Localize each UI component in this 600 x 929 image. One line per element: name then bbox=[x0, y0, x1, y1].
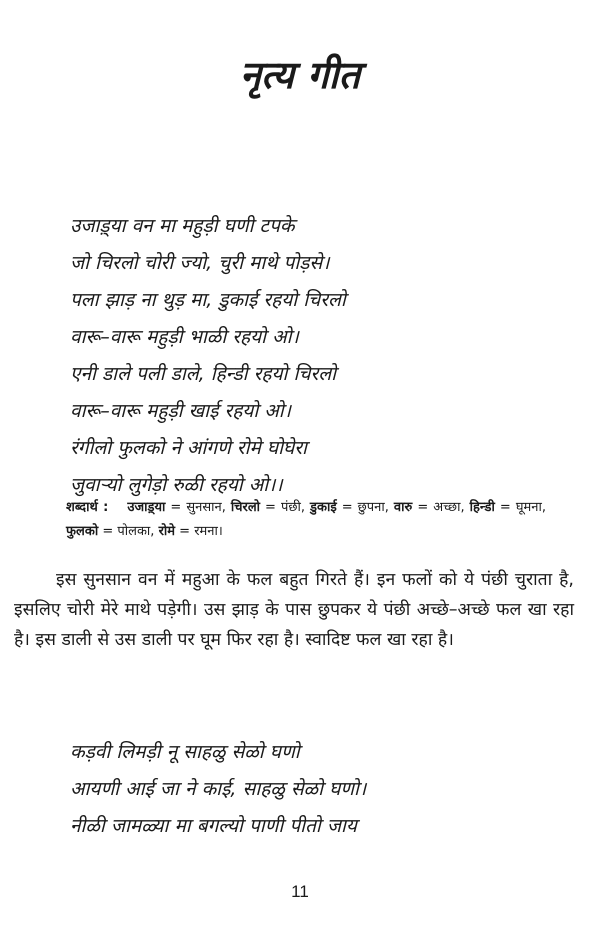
glossary-entry: चिरलो = पंछी, bbox=[230, 500, 305, 515]
translation-paragraph: इस सुनसान वन में महुआ के फल बहुत गिरते हैं। इन फलों को ये पंछी चुराता है, इसलिए चोरी मेरे माथे पड़ेगी। उस झाड़ के पास छुपकर ये पंछी अच्छे–अच्छे फल खा रहा है। इस डाली से उस डाली पर घूम फिर रहा है। स्वादिष्ट फल खा रहा है। bbox=[14, 570, 574, 650]
page-number: 11 bbox=[291, 882, 309, 901]
glossary-meaning: पोलका, bbox=[117, 524, 155, 539]
glossary-meaning: घूमना, bbox=[515, 500, 546, 515]
poem-line: नीळी जामळ्या मा बगल्यो पाणी पीतो जाय bbox=[70, 815, 357, 837]
glossary-meaning: सुनसान, bbox=[186, 500, 226, 515]
glossary-entry: रोमे = रमना। bbox=[158, 524, 223, 539]
poem-line: एनी डाले पली डाले, हिन्डी रहयो चिरलो bbox=[70, 363, 337, 385]
glossary-entry: फुलको = पोलका, bbox=[66, 524, 155, 539]
glossary-word: डुकाई bbox=[310, 500, 337, 515]
poem-line: कड़वी लिमड़ी नू साहळु सेळो घणो bbox=[70, 741, 300, 763]
poem-line: रंगीलो फुलको ने आंगणे रोमे घोघेरा bbox=[70, 437, 307, 459]
glossary-word: वारु bbox=[393, 500, 413, 515]
glossary-word: चिरलो bbox=[230, 500, 261, 515]
glossary-word: उजाड़्या bbox=[127, 500, 166, 515]
poem-line: वारू–वारू महुड़ी खाई रहयो ओ। bbox=[70, 400, 291, 422]
glossary-meaning: छुपना, bbox=[357, 500, 389, 515]
glossary-meaning: पंछी, bbox=[280, 500, 305, 515]
poem-line: आयणी आई जा ने काई, साहळु सेळो घणो। bbox=[70, 778, 367, 800]
poem-line: जुवार्‍यो लुगेड़ो रुळी रहयो ओ।। bbox=[70, 474, 283, 496]
poem-line: जो चिरलो चोरी ज्यो, चुरी माथे पोड़से। bbox=[70, 252, 330, 274]
glossary-heading: शब्दार्थ : bbox=[66, 500, 109, 515]
glossary-entry: डुकाई = छुपना, bbox=[310, 500, 389, 515]
glossary-word: फुलको bbox=[66, 524, 99, 539]
glossary-entry: हिन्डी = घूमना, bbox=[469, 500, 546, 515]
glossary bbox=[66, 496, 546, 544]
page-title: नृत्य गीत bbox=[239, 53, 361, 97]
glossary-entry: उजाड़्या = सुनसान, bbox=[127, 500, 226, 515]
glossary-word: रोमे bbox=[158, 524, 176, 539]
poem-stanza-2 bbox=[70, 734, 366, 845]
glossary-meaning: अच्छा, bbox=[433, 500, 465, 515]
poem-line: पला झाड़ ना थुड़ मा, डुकाई रहयो चिरलो bbox=[70, 289, 346, 311]
poem-line: वारू–वारू महुड़ी भाळी रहयो ओ। bbox=[70, 326, 299, 348]
glossary-word: हिन्डी bbox=[469, 500, 495, 515]
glossary-entry: वारु = अच्छा, bbox=[393, 500, 465, 515]
poem-stanza-1 bbox=[70, 208, 346, 504]
poem-line: उजाड़्या वन मा महुड़ी घणी टपके bbox=[70, 215, 295, 237]
glossary-meaning: रमना। bbox=[194, 524, 223, 539]
